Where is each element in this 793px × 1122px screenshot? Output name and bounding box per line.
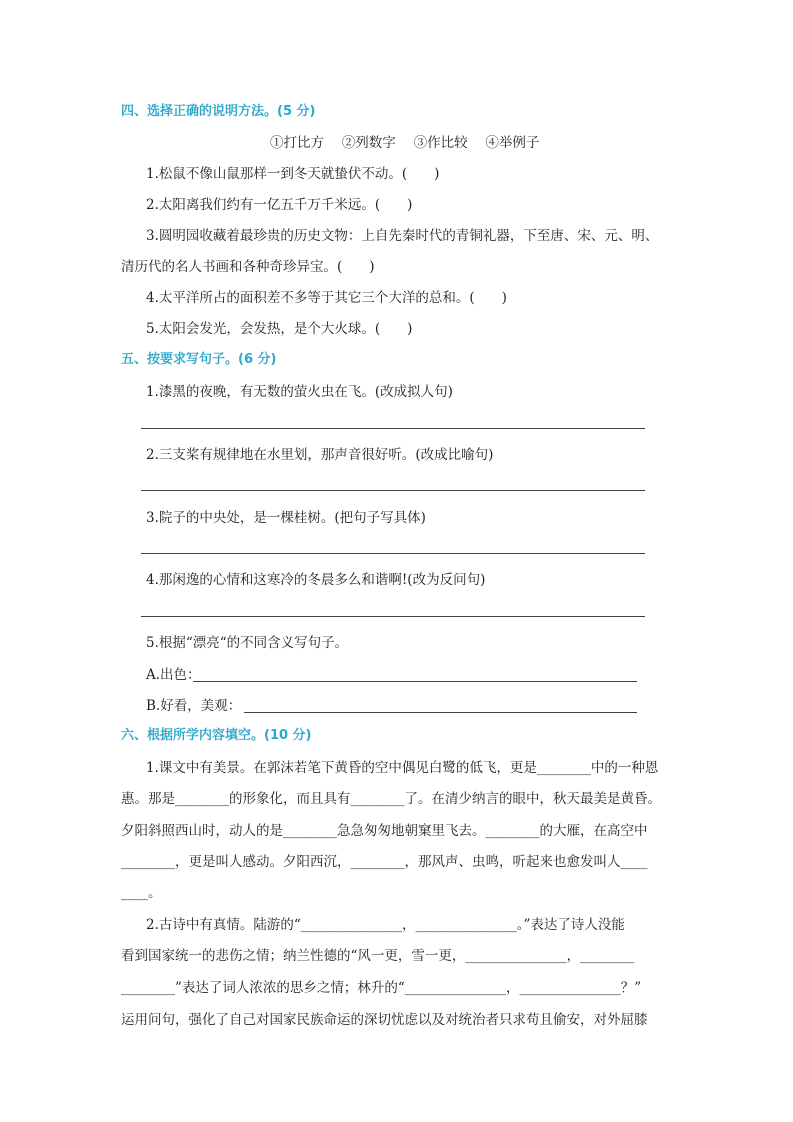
s6-line-5: ____。 bbox=[121, 885, 162, 901]
s4-item-1: 1.松鼠不像山鼠那样一到冬天就蛰伏不动。( ) bbox=[146, 166, 440, 182]
s5-item-3: 3.院子的中央处，是一棵桂树。(把句子写具体) bbox=[146, 510, 426, 526]
s6-line-3: 夕阳斜照西山时，动人的是________急急匆匆地朝窠里飞去。________的大雁，在高空中 bbox=[121, 823, 648, 839]
answer-line[interactable] bbox=[244, 712, 637, 713]
s5-sub-a: A.出色： bbox=[146, 667, 201, 683]
section-5-heading: 五、按要求写句子。(6 分) bbox=[121, 352, 277, 367]
answer-line[interactable] bbox=[141, 616, 645, 617]
answer-line[interactable] bbox=[141, 553, 645, 554]
section-6-heading: 六、根据所学内容填空。(10 分) bbox=[121, 728, 312, 743]
s6-line-2: 惠。那是________的形象化，而且具有________了。在清少纳言的眼中，秋天最美是黄昏。 bbox=[121, 791, 661, 807]
s5-item-2: 2.三支桨有规律地在水里划，那声音很好听。(改成比喻句) bbox=[146, 447, 494, 463]
s5-item-5: 5.根据“漂亮“的不同含义写句子。 bbox=[146, 635, 349, 651]
s5-item-1: 1.漆黑的夜晚，有无数的萤火虫在飞。(改成拟人句) bbox=[146, 384, 453, 400]
s6-line-6: 2.古诗中有真情。陆游的“_______________，_______________。”表达了诗人没能 bbox=[146, 917, 625, 933]
s6-line-8: ________”表达了词人浓浓的思乡之情；林升的“_______________，_______________？” bbox=[121, 980, 642, 996]
section-4-heading: 四、选择正确的说明方法。(5 分) bbox=[121, 104, 316, 119]
method-options: ①打比方 ②列数字 ③作比较 ④举例子 bbox=[270, 135, 540, 151]
s4-item-5: 5.太阳会发光，会发热，是个大火球。( ) bbox=[146, 321, 413, 337]
s6-line-9: 运用问句，强化了自己对国家民族命运的深切忧虑以及对统治者只求苟且偷安，对外屈膝 bbox=[121, 1012, 648, 1028]
s5-item-4: 4.那闲逸的心情和这寒冷的冬晨多么和谐啊!(改为反问句) bbox=[146, 572, 486, 588]
answer-line[interactable] bbox=[141, 490, 645, 491]
s6-line-4: ________，更是叫人感动。夕阳西沉，________，那风声、虫鸣，听起来也愈发叫人____ bbox=[121, 854, 648, 870]
s5-sub-b: B.好看，美观： bbox=[146, 698, 242, 714]
s6-line-7: 看到国家统一的悲伤之情；纳兰性德的“风一更，雪一更，_______________，________ bbox=[121, 948, 635, 964]
s6-line-1: 1.课文中有美景。在郭沫若笔下黄昏的空中偶见白鹭的低飞，更是________中的一种恩 bbox=[146, 760, 659, 776]
s4-item-2: 2.太阳离我们约有一亿五千万千米远。( ) bbox=[146, 197, 413, 213]
s4-item-3-cont: 清历代的名人书画和各种奇珍异宝。( ) bbox=[121, 259, 375, 275]
answer-line[interactable] bbox=[193, 681, 637, 682]
s4-item-4: 4.太平洋所占的面积差不多等于其它三个大洋的总和。( ) bbox=[146, 290, 507, 306]
s4-item-3: 3.圆明园收藏着最珍贵的历史文物：上自先秦时代的青铜礼器，下至唐、宋、元、明、 bbox=[146, 228, 659, 244]
answer-line[interactable] bbox=[141, 428, 645, 429]
